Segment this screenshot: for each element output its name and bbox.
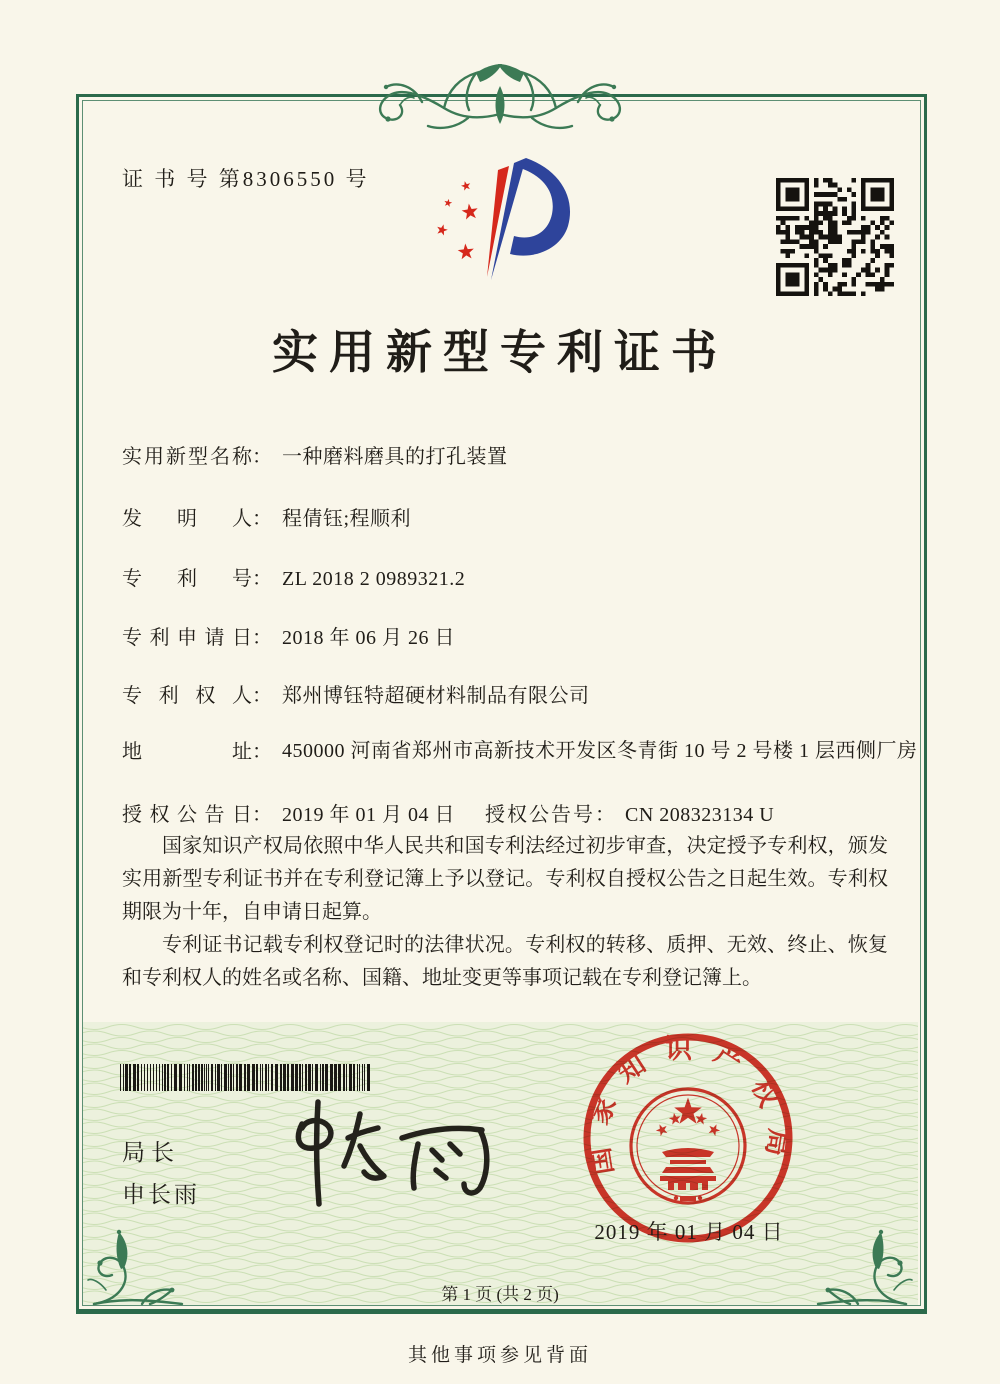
seal-org-text: 国家知识产权局 xyxy=(581,1033,795,1177)
field-row-patent-number xyxy=(122,562,465,591)
colon: ： xyxy=(252,568,272,590)
field-label: 地址 xyxy=(122,741,252,763)
field-label: 实用新型名称 xyxy=(122,446,252,468)
field-row-patentee xyxy=(122,679,590,708)
director-signature xyxy=(256,1088,512,1220)
colon: ： xyxy=(252,446,272,468)
director-name: 申长雨 xyxy=(122,1182,200,1207)
field-value: ZL 2018 2 0989321.2 xyxy=(282,568,466,590)
field-row-inventor xyxy=(122,502,411,531)
grant-number-cell xyxy=(485,798,774,827)
colon: ： xyxy=(595,804,615,826)
field-label: 专利申请日 xyxy=(122,627,252,649)
back-side-note: 其他事项参见背面 xyxy=(407,1345,592,1366)
field-row-grant xyxy=(122,798,775,827)
colon: ： xyxy=(252,741,272,763)
field-label: 授权公告日 xyxy=(122,804,252,826)
certificate-number: 证 书 号 第8306550 号 xyxy=(122,167,370,191)
field-label: 授权公告号 xyxy=(485,804,595,826)
legal-paragraph-2: 专利证书记载专利权登记时的法律状况。专利权的转移、质押、无效、终止、恢复和专利权人的姓名或名称、国籍、地址变更等事项记载在专利登记簿上。 xyxy=(122,934,888,989)
top-flourish-ornament xyxy=(348,58,652,140)
legal-text xyxy=(122,830,888,995)
seal-date: 2019 年 01 月 04 日 xyxy=(594,1220,784,1244)
director-title-label: 局长 xyxy=(122,1140,180,1165)
field-value: 一种磨料磨具的打孔装置 xyxy=(282,446,508,468)
field-label: 专利号 xyxy=(122,568,252,590)
field-value: 2019 年 01 月 04 日 xyxy=(282,804,455,826)
field-row-filing-date xyxy=(122,621,455,650)
certificate-title: 实用新型专利证书 xyxy=(272,327,728,378)
field-label: 专利权人 xyxy=(122,685,252,707)
field-row-address xyxy=(122,735,922,767)
field-row-name xyxy=(122,440,508,469)
qr-code xyxy=(776,178,894,296)
barcode xyxy=(120,1064,370,1091)
field-value: 程倩钰;程顺利 xyxy=(282,508,412,530)
colon: ： xyxy=(252,804,272,826)
field-value: CN 208323134 U xyxy=(625,804,775,826)
national-emblem xyxy=(631,1089,745,1203)
page-number-info: 第 1 页 (共 2 页) xyxy=(441,1285,559,1304)
legal-paragraph-1: 国家知识产权局依照中华人民共和国专利法经过初步审查，决定授予专利权，颁发实用新型专利证书并在专利登记簿上予以登记。专利权自授权公告之日起生效。专利权期限为十年，自申请日起算。 xyxy=(122,835,888,923)
field-value: 郑州博钰特超硬材料制品有限公司 xyxy=(282,685,590,707)
field-value: 2018 年 06 月 26 日 xyxy=(282,627,455,649)
colon: ： xyxy=(252,685,272,707)
field-label: 发明人 xyxy=(122,508,252,530)
colon: ： xyxy=(252,508,272,530)
colon: ： xyxy=(252,627,272,649)
cnipa-logo xyxy=(408,146,593,308)
field-value: 450000 河南省郑州市高新技术开发区冬青街 10 号 2 号楼 1 层西侧厂房 xyxy=(282,740,918,762)
